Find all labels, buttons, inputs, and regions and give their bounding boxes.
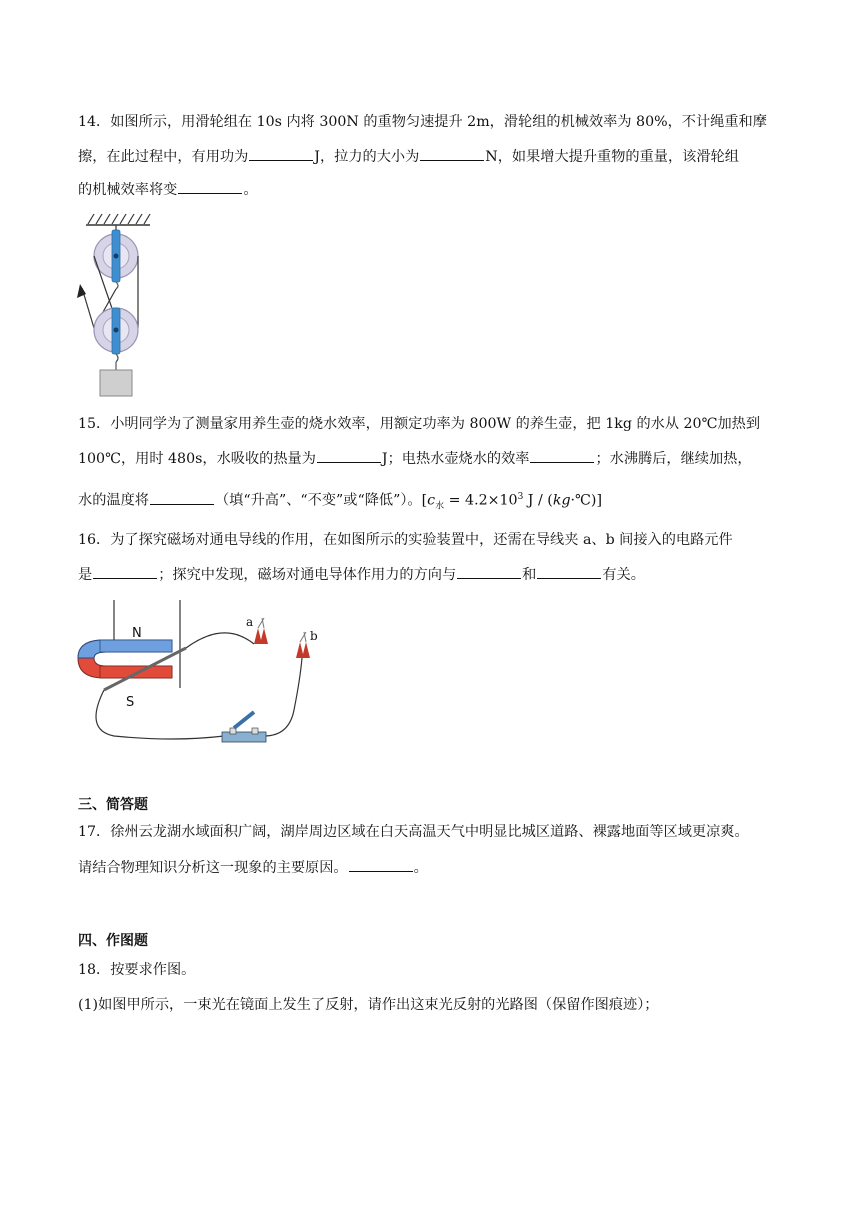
q16-line-2 (78, 564, 645, 585)
answer-blank[interactable] (93, 564, 157, 579)
answer-blank[interactable] (349, 857, 413, 872)
q16-text: 有关。 (602, 567, 645, 583)
q15-line-3 (78, 487, 602, 517)
q14-text: 。 (243, 182, 258, 198)
formula-symbol: c (427, 492, 436, 509)
q14-text: J，拉力的大小为 (314, 149, 420, 165)
clip-label-b: b (310, 629, 318, 643)
q16-text: 和 (522, 567, 537, 583)
q15-line-1: 15．小明同学为了测量家用养生壶的烧水效率，用额定功率为 800W 的养生壶，把 1kg 的水从 20℃加热到 (78, 416, 761, 432)
formula-superscript: 3 (517, 492, 524, 502)
magnet-label-n: N (132, 626, 142, 641)
formula-text: ·℃)] (570, 492, 602, 509)
clip-b (296, 632, 310, 658)
wire (96, 690, 224, 739)
answer-blank[interactable] (537, 564, 601, 579)
magnet-label-s: S (126, 695, 135, 710)
q16-text: ；探究中发现，磁场对通电导体作用力的方向与 (158, 567, 457, 583)
clip-label-a: a (246, 615, 254, 629)
magnet-circuit-figure (74, 600, 334, 750)
pulley-figure (74, 208, 164, 403)
q15-text: ；水沸腾后，继续加热， (595, 451, 752, 467)
q14-line-2 (78, 146, 739, 167)
wire (264, 658, 302, 736)
q14-line-3 (78, 179, 258, 200)
switch (222, 712, 266, 742)
section-heading: 三、简答题 (78, 797, 148, 813)
formula-unit: kg (552, 492, 571, 509)
section-heading: 四、作图题 (78, 933, 148, 949)
answer-blank[interactable] (249, 146, 313, 161)
answer-blank[interactable] (457, 564, 521, 579)
weight-block (100, 370, 132, 396)
q17-line-2 (78, 857, 428, 878)
q14-line-1: 14．如图所示，用滑轮组在 10s 内将 300N 的重物匀速提升 2m，滑轮组的机械效率为 80%，不计绳重和摩 (78, 114, 767, 130)
q17-text: 。 (413, 860, 428, 876)
answer-blank[interactable] (530, 448, 594, 463)
q16-line-1: 16．为了探究磁场对通电导线的作用，在如图所示的实验装置中，还需在导线夹 a、b 间接入的电路元件 (78, 532, 733, 548)
q15-text: （填“升高”、“不变”或“降低”）。[ (214, 492, 428, 509)
q15-text: 水的温度将 (78, 492, 149, 509)
q14-text: 的机械效率将变 (78, 182, 178, 198)
q15-text: J；电热水壶烧水的效率 (381, 451, 530, 467)
answer-blank[interactable] (178, 179, 242, 194)
answer-blank[interactable] (317, 448, 381, 463)
q15-text: 100℃，用时 480s，水吸收的热量为 (78, 451, 316, 467)
q16-text: 是 (78, 567, 93, 583)
ceiling-hatch (88, 214, 150, 224)
formula-text: J / ( (523, 492, 553, 509)
q18-line-1: 18．按要求作图。 (78, 962, 196, 978)
q15-line-2 (78, 448, 752, 469)
clip-a (254, 618, 268, 644)
formula-subscript: 水 (435, 501, 445, 512)
q14-text: N，如果增大提升重物的重量，该滑轮组 (485, 149, 739, 165)
q17-text: 请结合物理知识分析这一现象的主要原因。 (78, 860, 348, 876)
q14-text: 擦，在此过程中，有用功为 (78, 149, 249, 165)
answer-blank[interactable] (420, 146, 484, 161)
q18-line-2: (1)如图甲所示，一束光在镜面上发生了反射，请作出这束光反射的光路图（保留作图痕迹）； (78, 997, 659, 1013)
formula-text: = 4.2×10 (444, 492, 518, 509)
answer-blank[interactable] (150, 490, 214, 505)
wire (186, 633, 254, 648)
q17-line-1: 17．徐州云龙湖水域面积广阔，湖岸周边区域在白天高温天气中明显比城区道路、裸露地面等区域更凉爽。 (78, 824, 749, 840)
